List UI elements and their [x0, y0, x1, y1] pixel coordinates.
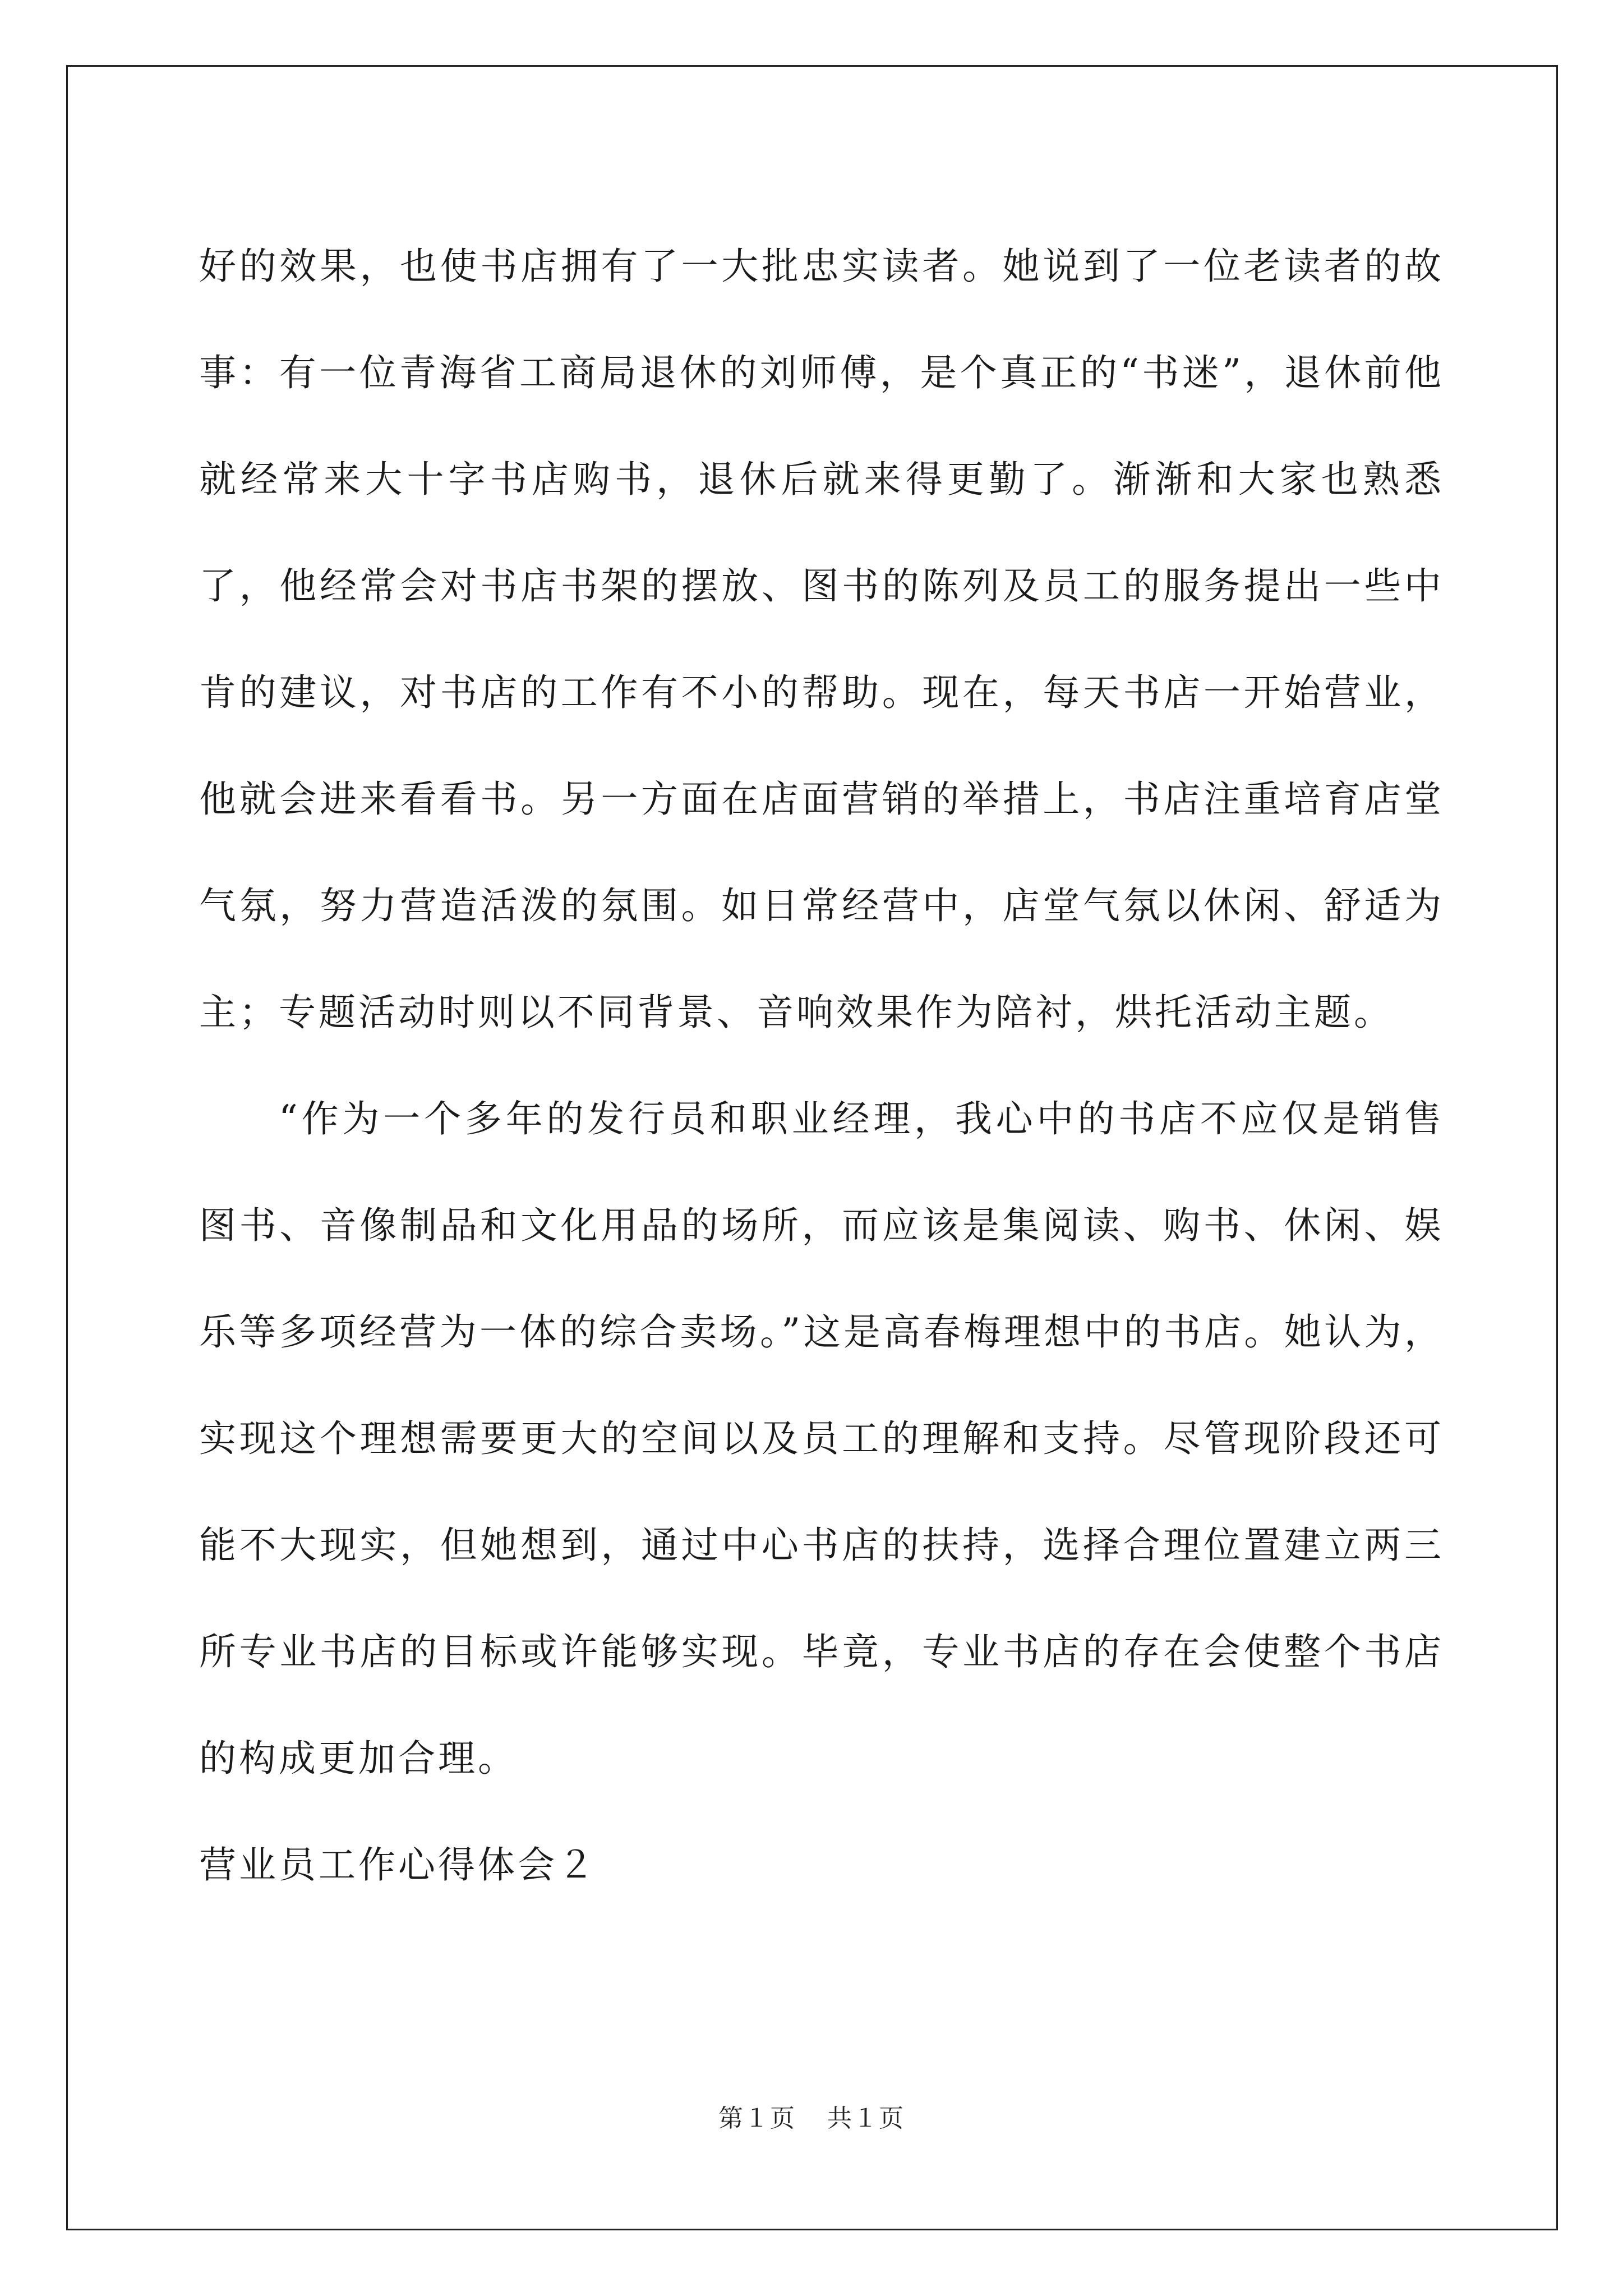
page-number: 第１页: [718, 2104, 796, 2133]
page-footer: [0, 2098, 1623, 2134]
page-total: 共１页: [827, 2104, 905, 2133]
paragraph-2: “作为一个多年的发行员和职业经理，我心中的书店不应仅是销售图书、音像制品和文化用品的场所，而应该是集阅读、购书、休闲、娱乐等多项经营为一体的综合卖场。”这是高春梅理想中的书店。她认为，实现这个理想需要更大的空间以及员工的理解和支持。尽管现阶段还可能不大现实，但她想到，通过中心书店的扶持，选择合理位置建立两三所专业书店的目标或许能够实现。毕竟，专业书店的存在会使整个书店的构成更加合理。: [199, 1097, 1444, 1780]
paragraph-1: 好的效果，也使书店拥有了一大批忠实读者。她说到了一位老读者的故事：有一位青海省工商局退休的刘师傅，是个真正的“书迷”，退休前他就经常来大十字书店购书，退休后就来得更勤了。渐渐和大家也熟悉了，他经常会对书店书架的摆放、图书的陈列及员工的服务提出一些中肯的建议，对书店的工作有不小的帮助。现在，每天书店一开始营业，他就会进来看看书。另一方面在店面营销的举措上，书店注重培育店堂气氛，努力营造活泼的氛围。如日常经营中，店堂气氛以休闲、舒适为主；专题活动时则以不同背景、音响效果作为陪衬，烘托活动主题。: [199, 245, 1444, 1034]
document-body: [199, 213, 1444, 1918]
section-heading: 营业员工作心得体会２: [199, 1843, 597, 1887]
